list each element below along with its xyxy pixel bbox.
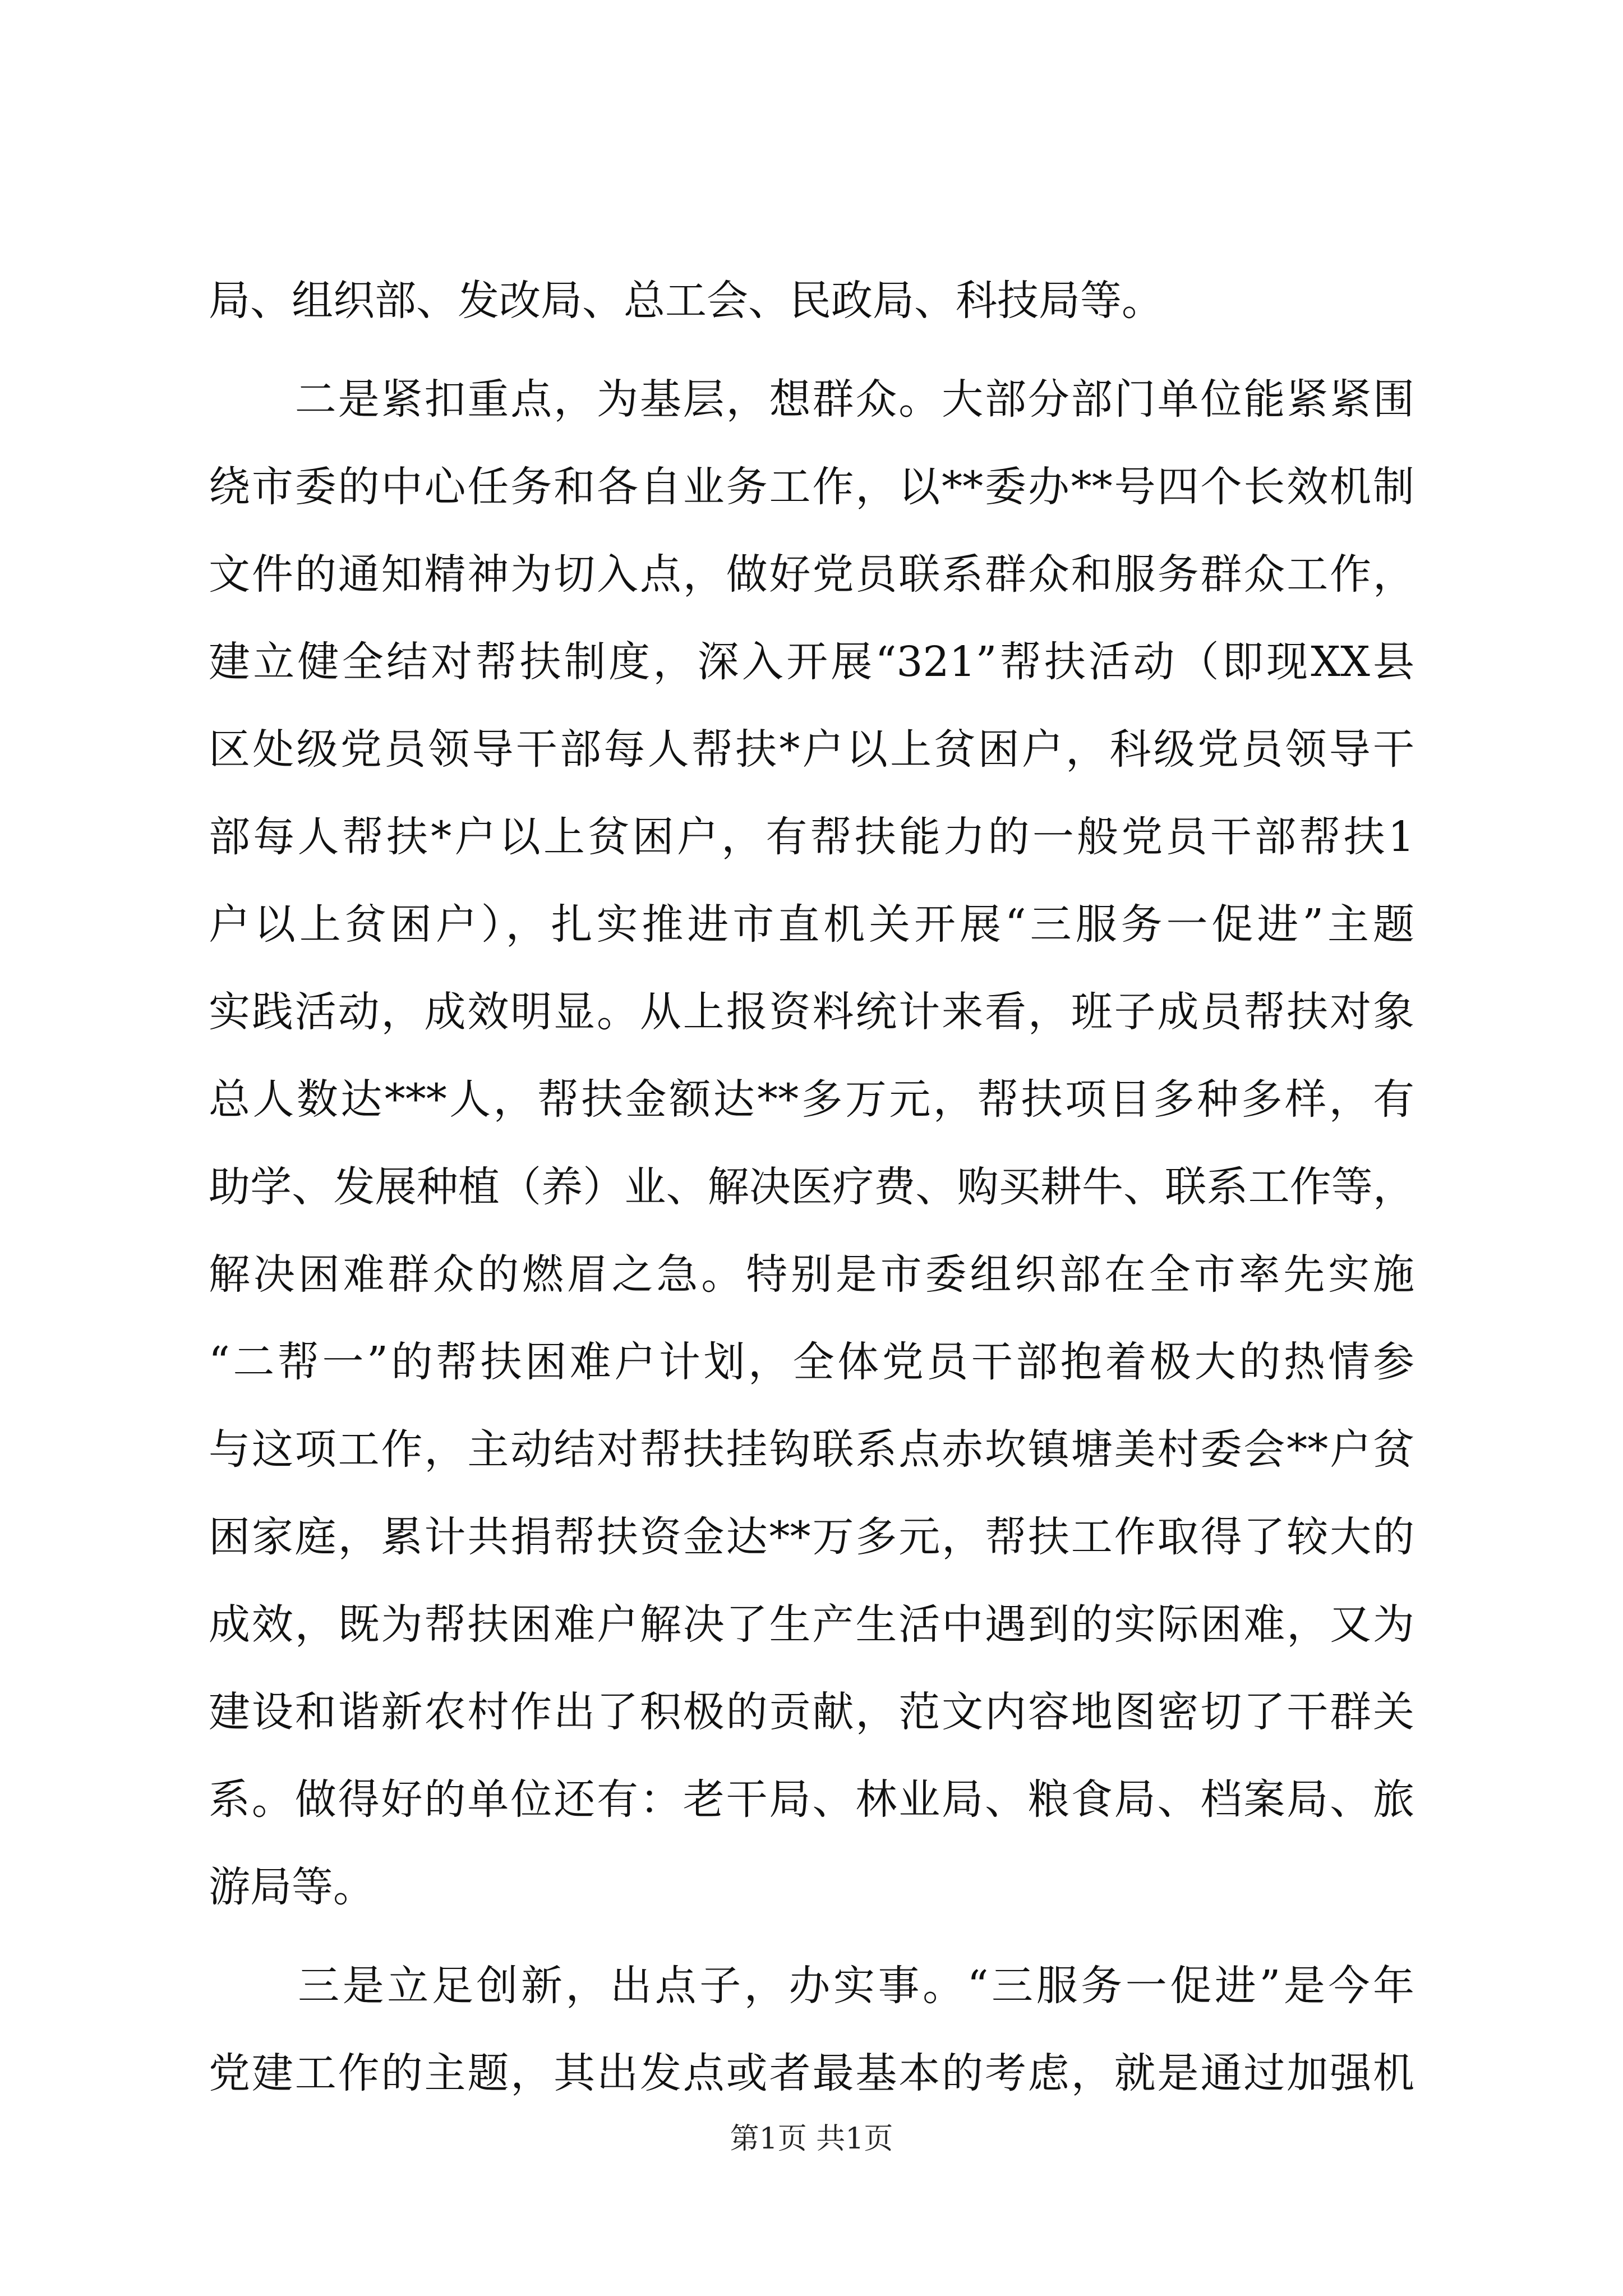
text-line: 二是紧扣重点，为基层，想群众。大部分部门单位能紧紧围 [209, 375, 1414, 424]
text-line: 局、组织部、发改局、总工会、民政局、科技局等。 [209, 277, 1163, 325]
document-body [209, 257, 1414, 2117]
text-line: 建立健全结对帮扶制度，深入开展“321”帮扶活动（即现XX县 [209, 638, 1414, 686]
text-line: 总人数达***人，帮扶金额达**多万元，帮扶项目多种多样，有 [209, 1075, 1414, 1124]
text-line: 户以上贫困户），扎实推进市直机关开展“三服务一促进”主题 [209, 900, 1414, 949]
text-line: 部每人帮扶*户以上贫困户，有帮扶能力的一般党员干部帮扶1 [209, 813, 1414, 861]
text-line: 区处级党员领导干部每人帮扶*户以上贫困户，科级党员领导干 [209, 725, 1414, 774]
text-line: 实践活动，成效明显。从上报资料统计来看，班子成员帮扶对象 [209, 988, 1414, 1036]
paragraph-spacer [209, 344, 1414, 356]
text-line: 绕市委的中心任务和各自业务工作，以**委办**号四个长效机制 [209, 463, 1414, 511]
text-line: 成效，既为帮扶困难户解决了生产生活中遇到的实际困难，又为 [209, 1600, 1414, 1649]
text-line: 解决困难群众的燃眉之急。特别是市委组织部在全市率先实施 [209, 1250, 1414, 1299]
text-line: 三是立足创新，出点子，办实事。“三服务一促进”是今年 [209, 1962, 1414, 2010]
text-line: 助学、发展种植（养）业、解决医疗费、购买耕牛、联系工作等， [209, 1163, 1414, 1211]
text-line: 困家庭，累计共捐帮扶资金达**万多元，帮扶工作取得了较大的 [209, 1513, 1414, 1561]
text-line: 建设和谐新农村作出了积极的贡献，范文内容地图密切了干群关 [209, 1688, 1414, 1736]
text-line: 文件的通知精神为切入点，做好党员联系群众和服务群众工作， [209, 550, 1414, 599]
page-number-footer: 第1页 共1页 [730, 2122, 893, 2156]
text-line: 游局等。 [209, 1863, 375, 1911]
text-line: “二帮一”的帮扶困难户计划，全体党员干部抱着极大的热情参 [209, 1338, 1414, 1386]
text-line: 党建工作的主题，其出发点或者最基本的考虑，就是通过加强机 [209, 2049, 1414, 2097]
paragraph-spacer [209, 1931, 1414, 1942]
text-line: 系。做得好的单位还有：老干局、林业局、粮食局、档案局、旅 [209, 1775, 1414, 1824]
text-line: 与这项工作，主动结对帮扶挂钩联系点赤坎镇塘美村委会**户贫 [209, 1425, 1414, 1474]
